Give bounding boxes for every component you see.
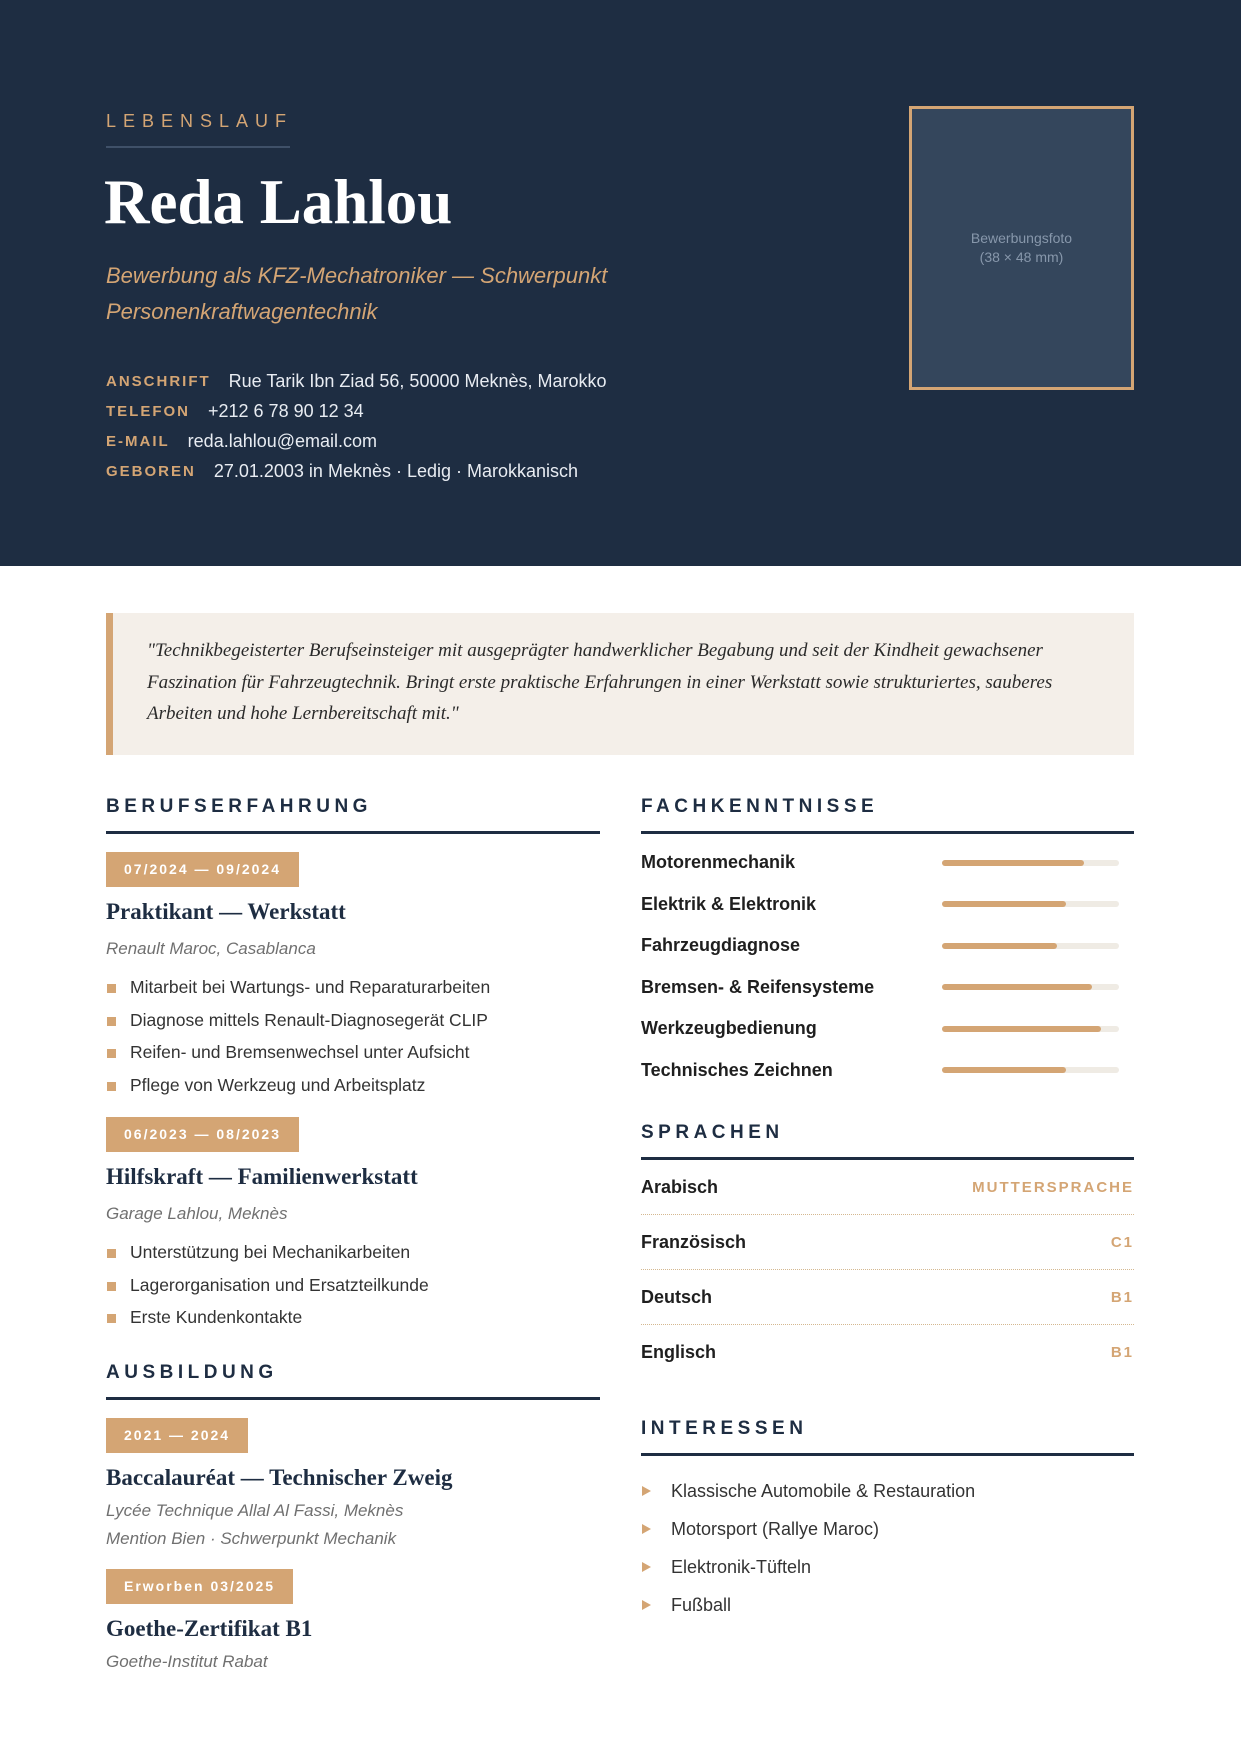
experience-entry <box>106 852 600 1101</box>
skill-bar <box>942 860 1119 866</box>
right-column <box>641 796 1134 1624</box>
entry-title: Goethe-Zertifikat B1 <box>106 1615 313 1641</box>
section-title-skills: FACHKENNTNISSE <box>641 796 1134 834</box>
contact-row-birth <box>106 456 607 486</box>
skill-row <box>641 967 1134 1009</box>
interests-list <box>641 1472 1134 1624</box>
document-type-label: LEBENSLAUF <box>106 111 294 131</box>
languages-list <box>641 1160 1134 1380</box>
language-name: Französisch <box>641 1231 747 1252</box>
skill-bar-fill <box>942 901 1066 907</box>
skill-bar-fill <box>942 984 1092 990</box>
entry-title: Praktikant — Werkstatt <box>106 899 346 924</box>
language-row <box>641 1270 1134 1325</box>
entry-title: Baccalauréat — Technischer Zweig <box>106 1464 453 1490</box>
contact-row-address <box>106 366 607 396</box>
language-level: MUTTERSPRACHE <box>972 1178 1134 1196</box>
list-item: Pflege von Werkzeug und Arbeitsplatz <box>106 1069 600 1102</box>
left-column <box>106 796 600 1676</box>
language-level: B1 <box>1110 1344 1134 1361</box>
entry-details: Mention Bien · Schwerpunkt Mechanik <box>106 1528 397 1548</box>
contact-row-phone <box>106 396 607 426</box>
list-item: Fußball <box>641 1586 1134 1624</box>
skill-name: Motorenmechanik <box>641 852 796 873</box>
skill-name: Bremsen- & Reifensysteme <box>641 976 875 997</box>
contact-label: GEBOREN <box>106 462 196 480</box>
list-item: Elektronik-Tüfteln <box>641 1548 1134 1586</box>
task-list <box>106 1236 600 1334</box>
profile-quote-text: "Technikbegeisterter Berufseinsteiger mit ausgeprägter handwerklicher Begabung und seit der Kindheit gewachsener Faszination für Fahrzeugtechnik. Bringt erste praktische Erfahrungen in einer Werkstatt sowie strukturiertes, sauberes Arbeiten und hohe Lernbereitschaft mit." <box>147 640 1053 724</box>
education-entry <box>106 1418 600 1553</box>
skill-name: Werkzeugbedienung <box>641 1018 817 1039</box>
language-row <box>641 1325 1134 1380</box>
date-badge: 2021 — 2024 <box>106 1418 248 1453</box>
skill-row <box>641 1050 1134 1092</box>
entry-school: Goethe-Institut Rabat <box>106 1651 268 1671</box>
photo-placeholder <box>909 106 1134 390</box>
language-name: Englisch <box>641 1342 717 1362</box>
skill-bar <box>942 984 1119 990</box>
contact-label: TELEFON <box>106 402 190 420</box>
task-list <box>106 971 600 1101</box>
skill-bar <box>942 1026 1119 1032</box>
date-badge: 07/2024 — 09/2024 <box>106 852 299 887</box>
section-title-interests: INTERESSEN <box>641 1418 1134 1456</box>
list-item: Erste Kundenkontakte <box>106 1301 600 1334</box>
list-item: Motorsport (Rallye Maroc) <box>641 1510 1134 1548</box>
skill-row <box>641 925 1134 967</box>
section-title-education: AUSBILDUNG <box>106 1362 600 1400</box>
photo-caption: Bewerbungsfoto <box>970 230 1073 246</box>
contact-label: ANSCHRIFT <box>106 372 211 390</box>
contact-value-email[interactable]: reda.lahlou@email.com <box>187 430 378 451</box>
experience-entry <box>106 1117 600 1334</box>
section-title-languages: SPRACHEN <box>641 1122 1134 1160</box>
date-badge: 06/2023 — 08/2023 <box>106 1117 299 1152</box>
skill-bar-fill <box>942 1067 1066 1073</box>
language-row <box>641 1215 1134 1270</box>
header <box>0 0 1241 566</box>
skill-bar-fill <box>942 1026 1101 1032</box>
skill-name: Elektrik & Elektronik <box>641 893 817 914</box>
contact-label: E-MAIL <box>106 432 170 450</box>
skill-name: Fahrzeugdiagnose <box>641 935 801 956</box>
language-level: C1 <box>1110 1233 1134 1251</box>
language-row <box>641 1160 1134 1215</box>
date-badge: Erworben 03/2025 <box>106 1569 293 1604</box>
contact-row-email <box>106 426 607 456</box>
entry-company: Garage Lahlou, Meknès <box>106 1204 288 1223</box>
contact-block <box>106 366 607 486</box>
entry-company: Renault Maroc, Casablanca <box>106 939 316 958</box>
profile-quote <box>106 613 1134 755</box>
skill-bar <box>942 943 1119 949</box>
entry-school: Lycée Technique Allal Al Fassi, Meknès <box>106 1500 404 1520</box>
photo-size: (38 × 48 mm) <box>979 249 1064 265</box>
skills-list <box>641 842 1134 1091</box>
section-title-experience: BERUFSERFAHRUNG <box>106 796 600 834</box>
language-name: Arabisch <box>641 1176 719 1197</box>
contact-value: 27.01.2003 in Meknès · Ledig · Marokkanisch <box>213 460 579 481</box>
skill-bar-fill <box>942 943 1057 949</box>
language-level: B1 <box>1110 1288 1134 1306</box>
language-name: Deutsch <box>641 1286 713 1307</box>
education-entry <box>106 1569 600 1676</box>
entry-title: Hilfskraft — Familienwerkstatt <box>106 1164 418 1189</box>
list-item: Unterstützung bei Mechanikarbeiten <box>106 1236 600 1269</box>
applicant-name: Reda Lahlou <box>104 167 453 237</box>
skill-bar-fill <box>942 860 1084 866</box>
list-item: Diagnose mittels Renault-Diagnosegerät CLIP <box>106 1004 600 1037</box>
skill-name: Technisches Zeichnen <box>641 1059 833 1080</box>
contact-value: Rue Tarik Ibn Ziad 56, 50000 Meknès, Marokko <box>228 370 607 391</box>
list-item: Mitarbeit bei Wartungs- und Reparaturarbeiten <box>106 971 600 1004</box>
document-type-divider <box>106 146 290 148</box>
skill-bar <box>942 901 1119 907</box>
skill-row <box>641 884 1134 926</box>
list-item: Reifen- und Bremsenwechsel unter Aufsicht <box>106 1036 600 1069</box>
skill-bar <box>942 1067 1119 1073</box>
list-item: Klassische Automobile & Restauration <box>641 1472 1134 1510</box>
skill-row <box>641 1008 1134 1050</box>
application-subtitle: Bewerbung als KFZ-Mechatroniker — Schwerpunkt Personenkraftwagentechnik <box>106 263 608 324</box>
list-item: Lagerorganisation und Ersatzteilkunde <box>106 1269 600 1302</box>
skill-row <box>641 842 1134 884</box>
contact-value: +212 6 78 90 12 34 <box>208 400 364 421</box>
